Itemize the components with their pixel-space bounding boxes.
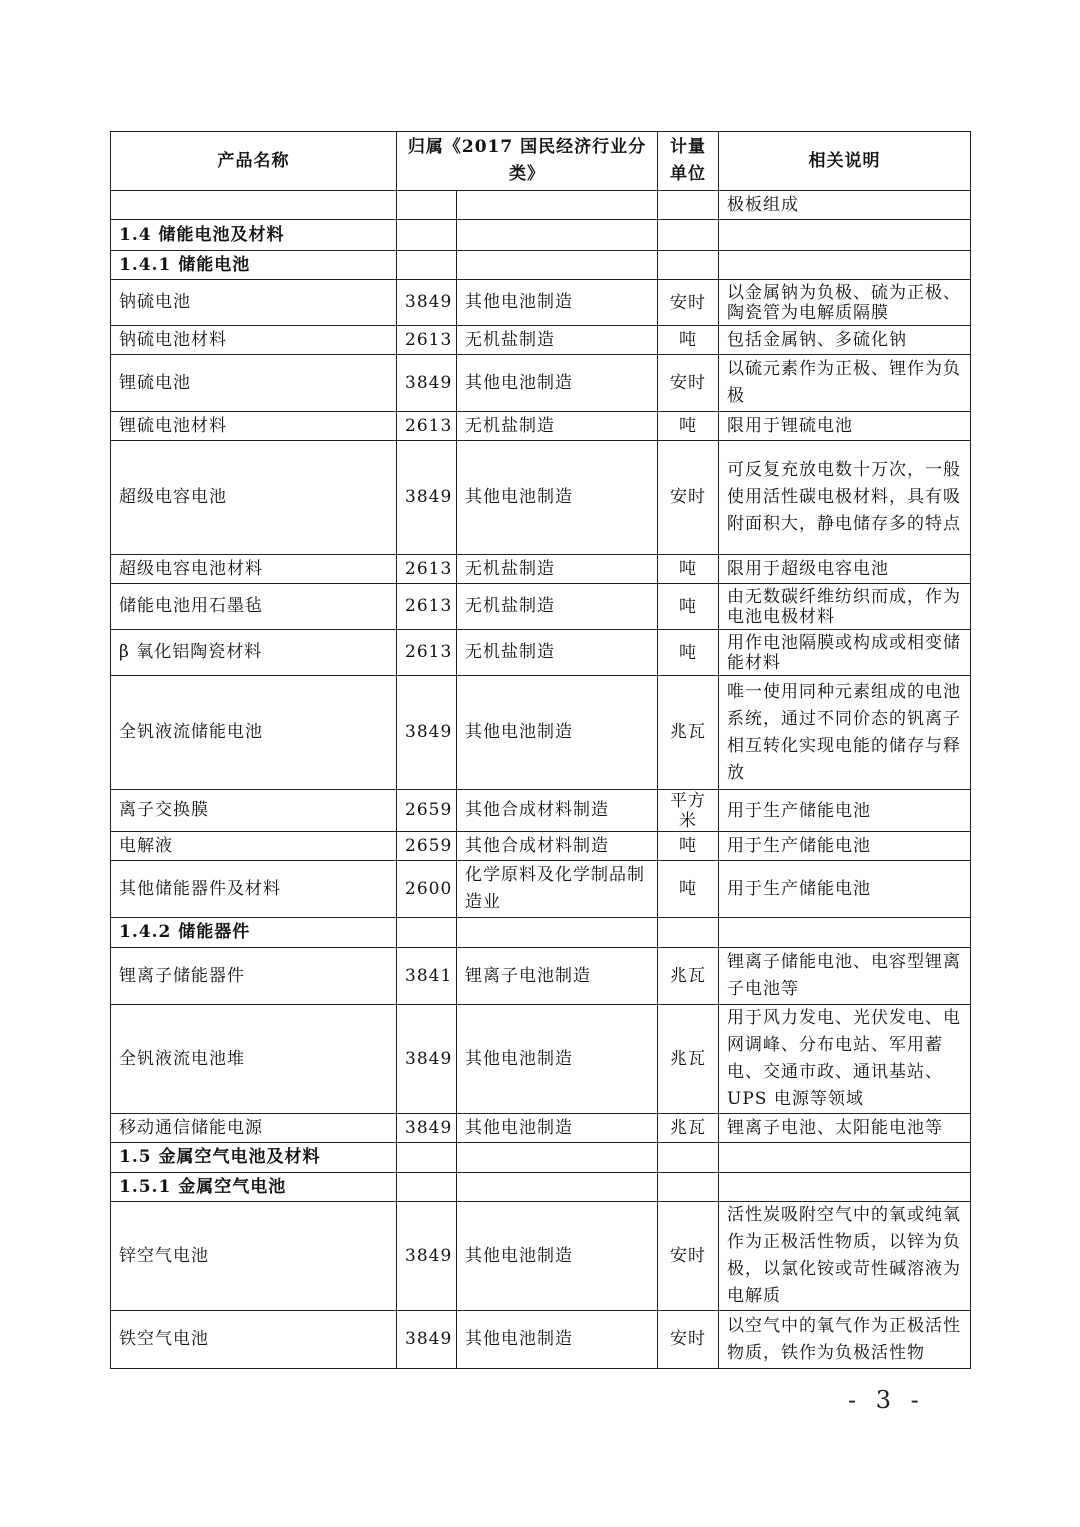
product-name: β 氧化铝陶瓷材料	[111, 630, 397, 676]
industry-name: 其他电池制造	[457, 1202, 658, 1311]
section-title: 1.4.1 储能电池	[111, 251, 397, 280]
description: 以空气中的氧气作为正极活性物质，铁作为负极活性物	[719, 1311, 971, 1369]
industry-code: 2659	[397, 832, 457, 861]
unit: 安时	[658, 441, 719, 555]
industry-code: 2613	[397, 630, 457, 676]
section-title: 1.4.2 储能器件	[111, 918, 397, 948]
product-name: 钠硫电池	[111, 280, 397, 326]
industry-name: 其他电池制造	[457, 1005, 658, 1114]
unit: 兆瓦	[658, 676, 719, 790]
section-title: 1.5.1 金属空气电池	[111, 1173, 397, 1202]
description: 以金属钠为负极、硫为正极、陶瓷管为电解质隔膜	[719, 280, 971, 326]
table-row	[111, 861, 971, 918]
product-name: 锂离子储能器件	[111, 948, 397, 1005]
continuation-row	[111, 191, 971, 220]
header-industry-category: 归属《2017 国民经济行业分类》	[397, 132, 658, 191]
empty-cell	[658, 918, 719, 948]
table-row	[111, 441, 971, 555]
empty-cell	[457, 1143, 658, 1173]
table-row	[111, 326, 971, 355]
industry-name: 其他电池制造	[457, 355, 658, 412]
industry-name: 锂离子电池制造	[457, 948, 658, 1005]
industry-code	[397, 191, 457, 220]
table-row	[111, 1005, 971, 1114]
table-row	[111, 412, 971, 441]
description: 可反复充放电数十万次，一般使用活性碳电极材料，具有吸附面积大，静电储存多的特点	[719, 441, 971, 555]
table-row	[111, 676, 971, 790]
empty-cell	[397, 1143, 457, 1173]
industry-name: 无机盐制造	[457, 326, 658, 355]
section-title: 1.4 储能电池及材料	[111, 220, 397, 251]
header-product-name: 产品名称	[111, 132, 397, 191]
product-name: 锂硫电池	[111, 355, 397, 412]
table-row	[111, 555, 971, 584]
description: 限用于锂硫电池	[719, 412, 971, 441]
industry-code: 3849	[397, 441, 457, 555]
industry-code: 2600	[397, 861, 457, 918]
industry-name: 化学原料及化学制品制造业	[457, 861, 658, 918]
industry-name: 其他合成材料制造	[457, 790, 658, 832]
product-name: 离子交换膜	[111, 790, 397, 832]
industry-name: 其他电池制造	[457, 1311, 658, 1369]
unit: 兆瓦	[658, 1005, 719, 1114]
empty-cell	[719, 1143, 971, 1173]
unit: 吨	[658, 412, 719, 441]
industry-code: 3849	[397, 1202, 457, 1311]
table-row	[111, 1114, 971, 1143]
table-row	[111, 832, 971, 861]
empty-cell	[397, 1173, 457, 1202]
product-name: 移动通信储能电源	[111, 1114, 397, 1143]
product-name: 全钒液流储能电池	[111, 676, 397, 790]
unit: 吨	[658, 326, 719, 355]
industry-name: 无机盐制造	[457, 630, 658, 676]
product-name: 锂硫电池材料	[111, 412, 397, 441]
industry-code: 3841	[397, 948, 457, 1005]
unit: 吨	[658, 832, 719, 861]
unit: 吨	[658, 630, 719, 676]
description: 限用于超级电容电池	[719, 555, 971, 584]
table-row	[111, 948, 971, 1005]
industry-name: 其他电池制造	[457, 676, 658, 790]
unit: 吨	[658, 861, 719, 918]
unit: 兆瓦	[658, 948, 719, 1005]
industry-code: 3849	[397, 1005, 457, 1114]
product-name: 储能电池用石墨毡	[111, 584, 397, 630]
industry-name	[457, 191, 658, 220]
industry-code: 3849	[397, 280, 457, 326]
industry-code: 3849	[397, 1114, 457, 1143]
description: 用作电池隔膜或构成或相变储能材料	[719, 630, 971, 676]
industry-code: 2613	[397, 412, 457, 441]
product-classification-table	[110, 131, 971, 1369]
description: 用于生产储能电池	[719, 861, 971, 918]
empty-cell	[658, 1173, 719, 1202]
description: 由无数碳纤维纺织而成，作为电池电极材料	[719, 584, 971, 630]
table-row	[111, 1311, 971, 1369]
table-row	[111, 790, 971, 832]
empty-cell	[658, 251, 719, 280]
page-number: - 3 -	[848, 1386, 925, 1414]
industry-name: 其他电池制造	[457, 1114, 658, 1143]
product-name: 超级电容电池	[111, 441, 397, 555]
description: 用于生产储能电池	[719, 832, 971, 861]
table-row	[111, 1202, 971, 1311]
industry-code: 3849	[397, 676, 457, 790]
section-row	[111, 1173, 971, 1202]
header-unit: 计量单位	[658, 132, 719, 191]
empty-cell	[658, 1143, 719, 1173]
unit: 吨	[658, 555, 719, 584]
section-title: 1.5 金属空气电池及材料	[111, 1143, 397, 1173]
unit: 安时	[658, 1311, 719, 1369]
empty-cell	[719, 220, 971, 251]
product-name: 钠硫电池材料	[111, 326, 397, 355]
unit: 安时	[658, 280, 719, 326]
empty-cell	[457, 251, 658, 280]
industry-name: 其他电池制造	[457, 280, 658, 326]
table-row	[111, 280, 971, 326]
industry-name: 其他合成材料制造	[457, 832, 658, 861]
product-name	[111, 191, 397, 220]
industry-code: 2659	[397, 790, 457, 832]
empty-cell	[719, 918, 971, 948]
industry-code: 3849	[397, 355, 457, 412]
industry-name: 无机盐制造	[457, 412, 658, 441]
description: 唯一使用同种元素组成的电池系统，通过不同价态的钒离子相互转化实现电能的储存与释放	[719, 676, 971, 790]
description: 以硫元素作为正极、锂作为负极	[719, 355, 971, 412]
industry-name: 其他电池制造	[457, 441, 658, 555]
unit: 平方米	[658, 790, 719, 832]
section-row	[111, 220, 971, 251]
product-name: 其他储能器件及材料	[111, 861, 397, 918]
industry-code: 3849	[397, 1311, 457, 1369]
product-name: 锌空气电池	[111, 1202, 397, 1311]
product-name: 超级电容电池材料	[111, 555, 397, 584]
empty-cell	[397, 251, 457, 280]
empty-cell	[457, 1173, 658, 1202]
product-name: 铁空气电池	[111, 1311, 397, 1369]
description: 用于风力发电、光伏发电、电网调峰、分布电站、军用蓄电、交通市政、通讯基站、UPS 电源等领域	[719, 1005, 971, 1114]
header-description: 相关说明	[719, 132, 971, 191]
empty-cell	[658, 220, 719, 251]
unit	[658, 191, 719, 220]
table-row	[111, 630, 971, 676]
section-row	[111, 918, 971, 948]
empty-cell	[397, 220, 457, 251]
unit: 吨	[658, 584, 719, 630]
description: 极板组成	[719, 191, 971, 220]
industry-name: 无机盐制造	[457, 584, 658, 630]
description: 锂离子储能电池、电容型锂离子电池等	[719, 948, 971, 1005]
section-row	[111, 1143, 971, 1173]
industry-code: 2613	[397, 555, 457, 584]
empty-cell	[397, 918, 457, 948]
unit: 兆瓦	[658, 1114, 719, 1143]
description: 用于生产储能电池	[719, 790, 971, 832]
unit: 安时	[658, 355, 719, 412]
industry-name: 无机盐制造	[457, 555, 658, 584]
description: 活性炭吸附空气中的氧或纯氧作为正极活性物质，以锌为负极，以氯化铵或苛性碱溶液为电解质	[719, 1202, 971, 1311]
table-row	[111, 355, 971, 412]
industry-code: 2613	[397, 326, 457, 355]
table-row	[111, 584, 971, 630]
empty-cell	[457, 918, 658, 948]
product-name: 电解液	[111, 832, 397, 861]
empty-cell	[719, 251, 971, 280]
unit: 安时	[658, 1202, 719, 1311]
header-row	[111, 132, 971, 191]
description: 包括金属钠、多硫化钠	[719, 326, 971, 355]
empty-cell	[719, 1173, 971, 1202]
description: 锂离子电池、太阳能电池等	[719, 1114, 971, 1143]
empty-cell	[457, 220, 658, 251]
product-name: 全钒液流电池堆	[111, 1005, 397, 1114]
industry-code: 2613	[397, 584, 457, 630]
section-row	[111, 251, 971, 280]
